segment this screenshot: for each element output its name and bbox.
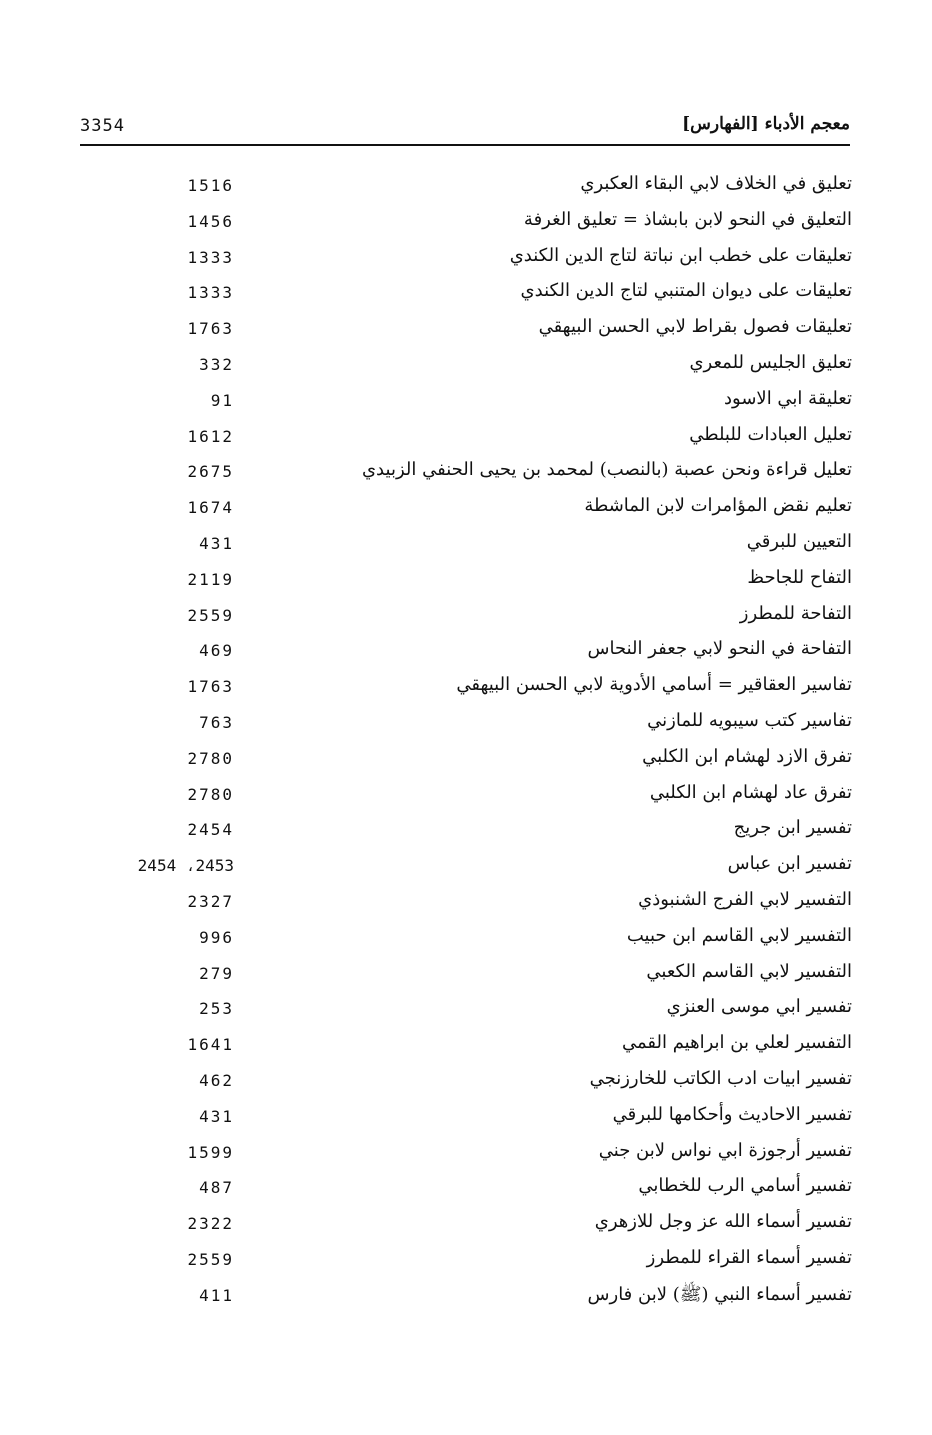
entry-title: تفاسير كتب سيبويه للمازني	[647, 709, 852, 731]
index-entry	[0, 1030, 932, 1066]
entry-page-numbers: 2119	[187, 569, 234, 589]
entry-page-numbers: 2780	[187, 784, 234, 804]
entry-page-numbers: 462	[199, 1070, 234, 1090]
entry-page-numbers: 91	[210, 390, 234, 410]
entry-title: تعليل قراءة ونحن عصبة (بالنصب) لمحمد بن يحيى الحنفي الزبيدي	[361, 459, 852, 481]
entry-page-numbers: 1674	[187, 498, 234, 518]
index-entries	[0, 171, 932, 1317]
entry-page-numbers: 2453، 2454	[137, 856, 234, 876]
entry-page-numbers: 1333	[187, 283, 234, 303]
entry-page-numbers: 2559	[187, 605, 234, 625]
entry-title: التفسير لابي القاسم الكعبي	[646, 960, 852, 982]
entry-title: تفسير ابن جريج	[733, 817, 852, 839]
entry-title: تفسير أرجوزة ابي نواس لابن جني	[598, 1139, 852, 1161]
entry-page-numbers: 763	[199, 712, 234, 732]
entry-title: تفسير ابيات ادب الكاتب للخارزنجي	[589, 1067, 852, 1089]
entry-title: التفاح للجاحظ	[747, 566, 852, 588]
page-header	[80, 106, 850, 142]
entry-title: التفسير لابي الفرج الشنبوذي	[638, 888, 852, 910]
running-title: معجم الأدباء [الفهارس]	[682, 114, 850, 134]
entry-page-numbers: 332	[199, 354, 234, 374]
index-entry	[0, 457, 932, 493]
entry-page-numbers: 1612	[187, 426, 234, 446]
entry-title: تفسير أسماء النبي (ﷺ) لابن فارس	[587, 1283, 852, 1305]
entry-page-numbers: 1333	[187, 247, 234, 267]
entry-page-numbers: 2675	[187, 462, 234, 482]
index-entry	[0, 350, 932, 386]
index-entry	[0, 1102, 932, 1138]
index-entry	[0, 171, 932, 207]
index-entry	[0, 278, 932, 314]
index-entry	[0, 422, 932, 458]
entry-page-numbers: 1641	[187, 1035, 234, 1055]
entry-title: تفسير أسماء الله عز وجل للازهري	[594, 1211, 852, 1233]
entry-title: التعليق في النحو لابن بابشاذ = تعليق الغرفة	[523, 208, 852, 230]
entry-title: تفرق عاد لهشام ابن الكلبي	[649, 781, 852, 803]
index-entry	[0, 1066, 932, 1102]
entry-page-numbers: 279	[199, 963, 234, 983]
index-entry	[0, 744, 932, 780]
entry-title: التفسير لابي القاسم ابن حبيب	[626, 924, 852, 946]
index-entry	[0, 493, 932, 529]
entry-page-numbers: 431	[199, 533, 234, 553]
entry-title: التفسير لعلي بن ابراهيم القمي	[621, 1032, 852, 1054]
entry-title: تعليقات على خطب ابن نباتة لتاج الدين الكندي	[509, 244, 852, 266]
entry-page-numbers: 469	[199, 641, 234, 661]
index-entry	[0, 529, 932, 565]
page-number: 3354	[80, 116, 125, 136]
entry-page-numbers: 2454	[187, 820, 234, 840]
entry-title: تفسير أسماء القراء للمطرز	[646, 1246, 852, 1268]
index-entry	[0, 815, 932, 851]
index-entry	[0, 851, 932, 887]
entry-page-numbers: 2559	[187, 1249, 234, 1269]
entry-title: تعليقات على ديوان المتنبي لتاج الدين الكندي	[520, 280, 852, 302]
index-entry	[0, 243, 932, 279]
entry-page-numbers: 411	[199, 1285, 234, 1305]
entry-page-numbers: 1599	[187, 1142, 234, 1162]
entry-title: تفرق الازد لهشام ابن الكلبي	[642, 745, 852, 767]
index-entry	[0, 708, 932, 744]
entry-title: التعيين للبرقي	[746, 530, 852, 552]
entry-title: تعليقة ابي الاسود	[724, 387, 852, 409]
entry-title: تفاسير العقاقير = أسامي الأدوية لابي الحسن البيهقي	[456, 674, 852, 696]
entry-title: تفسير ابن عباس	[727, 853, 852, 875]
index-entry	[0, 672, 932, 708]
entry-title: تعليم نقض المؤامرات لابن الماشطة	[584, 495, 852, 517]
index-entry	[0, 386, 932, 422]
index-entry	[0, 565, 932, 601]
index-entry	[0, 1281, 932, 1317]
entry-page-numbers: 1763	[187, 319, 234, 339]
index-entry	[0, 636, 932, 672]
index-entry	[0, 1245, 932, 1281]
index-entry	[0, 923, 932, 959]
entry-title: تفسير ابي موسى العنزي	[666, 996, 852, 1018]
index-entry	[0, 994, 932, 1030]
entry-title: تعليق في الخلاف لابي البقاء العكبري	[580, 173, 852, 194]
entry-title: تعليل العبادات للبلطي	[689, 423, 852, 445]
entry-page-numbers: 2780	[187, 748, 234, 768]
entry-title: التفاحة للمطرز	[739, 602, 852, 624]
entry-page-numbers: 431	[199, 1106, 234, 1126]
index-entry	[0, 314, 932, 350]
entry-page-numbers: 1456	[187, 211, 234, 231]
entry-page-numbers: 253	[199, 999, 234, 1019]
index-entry	[0, 1209, 932, 1245]
entry-page-numbers: 1763	[187, 677, 234, 697]
header-rule	[80, 144, 850, 146]
entry-page-numbers: 2322	[187, 1214, 234, 1234]
index-entry	[0, 601, 932, 637]
entry-title: تعليقات فصول بقراط لابي الحسن البيهقي	[538, 316, 852, 338]
entry-page-numbers: 487	[199, 1178, 234, 1198]
entry-title: التفاحة في النحو لابي جعفر النحاس	[587, 638, 852, 660]
entry-page-numbers: 1516	[187, 176, 234, 195]
index-entry	[0, 207, 932, 243]
entry-title: تفسير الاحاديث وأحكامها للبرقي	[612, 1103, 852, 1125]
index-entry	[0, 780, 932, 816]
entry-title: تفسير أسامي الرب للخطابي	[638, 1175, 852, 1197]
index-entry	[0, 887, 932, 923]
entry-title: تعليق الجليس للمعري	[689, 351, 852, 373]
index-entry	[0, 959, 932, 995]
entry-page-numbers: 2327	[187, 891, 234, 911]
index-entry	[0, 1138, 932, 1174]
entry-page-numbers: 996	[199, 927, 234, 947]
index-entry	[0, 1173, 932, 1209]
